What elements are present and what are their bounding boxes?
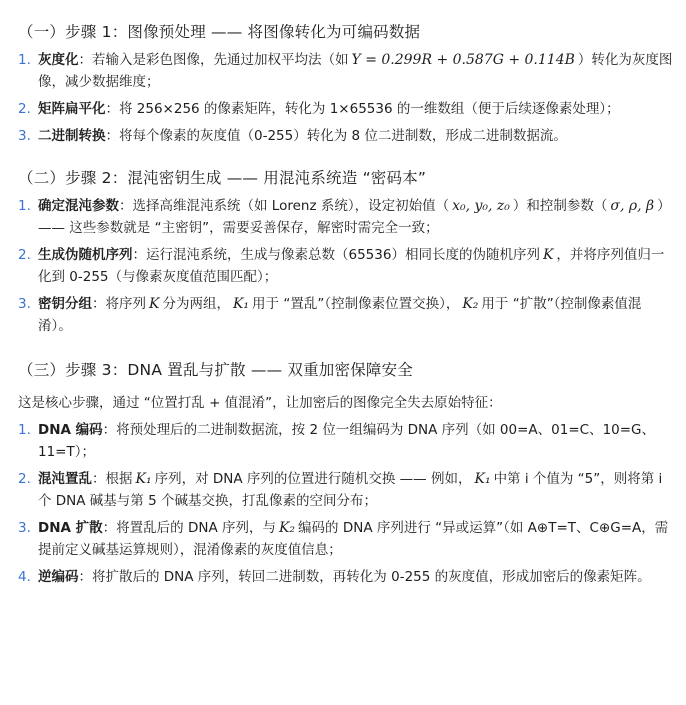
step-term: 确定混沌参数: [38, 198, 119, 214]
section-title: （一）步骤 1：图像预处理 —— 将图像转化为可编码数据: [18, 23, 421, 41]
step-list: [18, 419, 686, 588]
list-item: [18, 195, 686, 239]
step-text: 用于 “扩散”（控制像素值混淆）。: [38, 296, 642, 334]
math-expression: σ, ρ, β: [610, 198, 655, 214]
math-expression: K: [542, 247, 554, 263]
step-text: ：选择高维混沌系统（如 Lorenz 系统），设定初始值（: [119, 198, 450, 214]
step-text: ：将扩散后的 DNA 序列，转回二进制数，再转化为 0-255 的灰度值，形成加密后的像素矩阵。: [78, 569, 651, 585]
list-item: [18, 566, 686, 588]
list-number: 1.: [18, 198, 31, 214]
step-text: 用于 “置乱”（控制像素位置交换），: [252, 296, 460, 312]
list-item: [18, 49, 686, 93]
section-title: （三）步骤 3：DNA 置乱与扩散 —— 双重加密保障安全: [18, 361, 414, 379]
section-title: （二）步骤 2：混沌密钥生成 —— 用混沌系统造 “密码本”: [18, 169, 427, 187]
math-expression: x₀, y₀, z₀: [452, 198, 510, 214]
step-text: ）转化为灰度图像，减少数据维度；: [38, 52, 673, 90]
list-number: 3.: [18, 128, 31, 144]
step-text: 编码的 DNA 序列进行 “异或运算”（如 A⊕T=T、C⊕G=A，需提前定义碱基运算规则），混淆像素的灰度值信息；: [38, 520, 669, 558]
step-text: ：将置乱后的 DNA 序列，与: [102, 520, 276, 536]
step-text: ）—— 这些参数就是 “主密钥”，需要妥善保存，解密时需完全一致；: [38, 198, 671, 236]
math-expression: K₂: [278, 520, 296, 536]
math-expression: K₁: [232, 296, 250, 312]
list-item: [18, 125, 686, 147]
step-term: 二进制转换: [38, 128, 106, 144]
section-preprocessing: [18, 0, 686, 147]
step-term: 灰度化: [38, 52, 79, 68]
step-text: ：若输入是彩色图像，先通过加权平均法（如: [78, 52, 349, 68]
step-text: 分为两组，: [162, 296, 230, 312]
step-text: ，并将序列值归一化到 0-255（与像素灰度值范围匹配）；: [38, 247, 665, 285]
list-item: [18, 468, 686, 512]
section-chaos-key: [18, 166, 686, 337]
step-text: ：运行混沌系统，生成与像素总数（65536）相同长度的伪随机序列: [132, 247, 540, 263]
step-term: 密钥分组: [38, 296, 92, 312]
list-item: [18, 98, 686, 120]
list-number: 1.: [18, 422, 31, 438]
list-item: [18, 293, 686, 337]
list-item: [18, 244, 686, 288]
step-text: ：根据: [92, 471, 133, 487]
step-text: ：将每个像素的灰度值（0-255）转化为 8 位二进制数，形成二进制数据流。: [105, 128, 567, 144]
step-list: [18, 49, 686, 147]
step-term: 矩阵扁平化: [38, 101, 106, 117]
list-number: 3.: [18, 520, 31, 536]
math-expression: K₂: [462, 296, 479, 312]
list-number: 1.: [18, 52, 31, 68]
section-intro: 这是核心步骤，通过 “位置打乱 + 值混淆”，让加密后的图像完全失去原始特征：: [18, 395, 502, 411]
list-number: 2.: [18, 247, 31, 263]
math-expression: K: [149, 296, 160, 312]
step-term: 混沌置乱: [38, 471, 92, 487]
math-expression: K₁: [135, 471, 152, 487]
math-expression: Y = 0.299R + 0.587G + 0.114B: [351, 52, 575, 68]
step-term: 逆编码: [38, 569, 79, 585]
list-number: 2.: [18, 101, 31, 117]
step-text: ：将预处理后的二进制数据流，按 2 位一组编码为 DNA 序列（如 00=A、01=C、10=G、11=T）；: [38, 422, 656, 460]
step-term: DNA 编码: [38, 422, 103, 438]
step-text: ：将序列: [92, 296, 146, 312]
list-number: 3.: [18, 296, 31, 312]
step-text: ）和控制参数（: [512, 198, 608, 214]
list-number: 4.: [18, 569, 31, 585]
step-term: 生成伪随机序列: [38, 247, 133, 263]
list-number: 2.: [18, 471, 31, 487]
step-text: 序列，对 DNA 序列的位置进行随机交换 —— 例如，: [154, 471, 472, 487]
list-item: [18, 517, 686, 561]
math-expression: K₁: [474, 471, 491, 487]
section-dna-scramble: [18, 358, 686, 588]
list-item: [18, 419, 686, 463]
step-list: [18, 195, 686, 337]
step-text: 中第 i 个值为 “5”，则将第 i 个 DNA 碱基与第 5 个碱基交换，打乱像素的空间分布；: [38, 471, 663, 509]
step-term: DNA 扩散: [38, 520, 103, 536]
step-text: ：将 256×256 的像素矩阵，转化为 1×65536 的一维数组（便于后续逐像素处理）；: [105, 101, 620, 117]
